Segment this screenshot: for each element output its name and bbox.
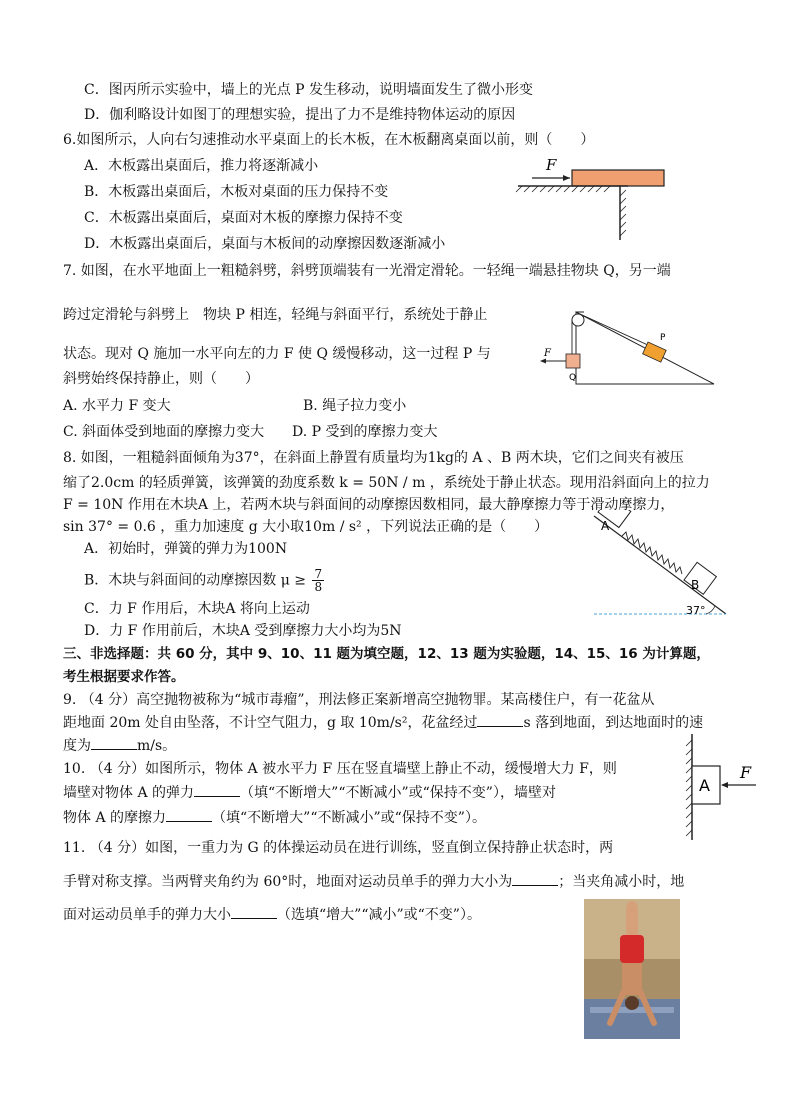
option-8a: A．初始时，弹簧的弹力为100N — [84, 541, 288, 557]
question-10-line-2 — [63, 784, 556, 802]
question-8-line-3: F = 10N 作用在木块A 上，若两木块与斜面间的动摩擦因数相同，最大静摩擦力等于滑动摩擦力， — [63, 497, 675, 513]
question-9-line-3-end: m/s。 — [137, 738, 177, 754]
block-b-label: B — [691, 578, 700, 592]
question-9-line-1: 9. （4 分）高空抛物被称为“城市毒瘤”，刑法修正案新增高空抛物罪。某高楼住户，有一花盆从 — [63, 692, 655, 708]
question-9-line-3 — [63, 737, 176, 755]
gymnast-legs — [626, 913, 638, 937]
block-q — [566, 354, 580, 368]
section-3-line-1: 三、非选择题：共 60 分，其中 9、10、11 题为填空题，12、13 题为实验题，14、15、16 为计算题， — [63, 646, 710, 662]
angle-label: 37° — [686, 604, 706, 617]
blank-q10-friction[interactable] — [166, 809, 212, 822]
option-8c: C．力 F 作用后，木块A 将向上运动 — [84, 601, 310, 617]
block-p — [643, 342, 667, 362]
option-7b: B. 绳子拉力变小 — [303, 398, 407, 414]
option-8b — [84, 568, 324, 593]
rope-incline — [580, 314, 650, 346]
question-11-line-1: 11. （4 分）如图，一重力为 G 的体操运动员在进行训练，竖直倒立保持静止状态时，两 — [63, 840, 614, 856]
force-label: F — [740, 763, 752, 782]
block-q-label: Q — [569, 373, 577, 383]
block-b — [684, 562, 716, 594]
question-9-line-2-start: 距地面 20m 处自由坠落，不计空气阻力，g 取 10m/s²，花盆经过 — [63, 715, 478, 731]
figure-q8-incline-spring — [588, 510, 730, 618]
incline-surface — [594, 516, 726, 614]
option-6d: D．木板露出桌面后，桌面与木板间的动摩擦因数逐渐减小 — [84, 236, 446, 252]
option-8d: D．力 F 作用前后，木块A 受到摩擦力大小均为5N — [84, 623, 402, 639]
fraction-7-8 — [312, 568, 324, 593]
question-11-line-3-start: 面对运动员单手的弹力大小 — [63, 907, 231, 923]
question-7-line-1: 7. 如图，在水平地面上一粗糙斜劈，斜劈顶端装有一光滑定滑轮。一轻绳一端悬挂物块 Q，另一端 — [63, 263, 671, 279]
option-5d: D．伽利略设计如图丁的理想实验，提出了力不是维持物体运动的原因 — [84, 107, 516, 123]
option-5c: C．图丙所示实验中，墙上的光点 P 发生移动，说明墙面发生了微小形变 — [84, 82, 534, 98]
force-f-arrowhead — [540, 359, 546, 364]
section-3-line-2: 考生根据要求作答。 — [63, 669, 185, 685]
block-p-label: P — [660, 333, 666, 343]
option-8b-text: B．木块与斜面间的动摩擦因数 μ ≥ — [84, 572, 307, 589]
question-10-line-2-start: 墙壁对物体 A 的弹力 — [63, 785, 195, 801]
question-9-line-3-start: 度为 — [63, 738, 91, 754]
fraction-denominator: 8 — [314, 580, 323, 594]
option-7a: A. 水平力 F 变大 — [63, 398, 171, 414]
force-arrowhead — [563, 175, 570, 181]
question-11-line-2-end: ；当夹角减小时，地 — [558, 874, 685, 890]
board — [572, 170, 664, 186]
blank-q11-force[interactable] — [512, 873, 558, 886]
blank-q10-normal-force[interactable] — [194, 784, 240, 797]
question-7-line-4: 斜劈始终保持静止，则（ ） — [63, 371, 259, 387]
gymnast-shorts — [620, 935, 644, 963]
question-7-line-2: 跨过定滑轮与斜劈上 物块 P 相连，轻绳与斜面平行，系统处于静止 — [63, 307, 488, 323]
question-9-line-2 — [63, 714, 703, 732]
option-6b: B．木板露出桌面后，木板对桌面的压力保持不变 — [84, 184, 389, 200]
question-10-line-3-start: 物体 A 的摩擦力 — [63, 810, 167, 826]
table-hatch — [516, 186, 626, 236]
question-8-line-4: sin 37° = 0.6 ，重力加速度 g 大小取10m / s² ，下列说法正确的是（ ） — [63, 519, 549, 535]
gymnast-head — [625, 996, 639, 1010]
option-6a: A．木板露出桌面后，推力将逐渐减小 — [84, 158, 319, 174]
question-7-line-3: 状态。现对 Q 施加一水平向左的力 F 使 Q 缓慢移动，这一过程 P 与 — [63, 346, 491, 362]
pulley — [572, 314, 584, 326]
question-9-line-2-end: s 落到地面，到达地面时的速 — [523, 715, 704, 731]
blank-q9-speed[interactable] — [91, 737, 137, 750]
question-8-line-2: 缩了2.0cm 的轻质弹簧，该弹簧的劲度系数 k = 50N / m ，系统处于静止状态。现用沿斜面向上的拉力 — [63, 475, 710, 491]
block-a-label: A — [601, 519, 610, 533]
force-arrowhead — [721, 782, 728, 788]
gymnast-handstand-photo — [584, 899, 680, 1039]
question-11-line-3-end: （选填“增大”“减小”或“不变”）。 — [277, 907, 481, 923]
option-6c: C．木板露出桌面后，桌面对木板的摩擦力保持不变 — [84, 210, 403, 226]
figure-q6-board-table — [510, 156, 670, 242]
option-7d: D. P 受到的摩擦力变大 — [292, 424, 438, 440]
force-f-label: F — [544, 348, 551, 359]
question-10-line-2-end: （填“不断增大”“不断减小”或“保持不变”），墙壁对 — [240, 785, 556, 801]
question-11-line-3 — [63, 906, 481, 924]
figure-q10-wall-block — [682, 732, 764, 842]
option-7c: C. 斜面体受到地面的摩擦力变大 — [63, 424, 265, 440]
question-8-line-1: 8. 如图，一粗糙斜面倾角为37°，在斜面上静置有质量均为1kg的 A 、B 两木块，它们之间夹有被压 — [63, 450, 684, 466]
block-a-label: A — [699, 776, 710, 795]
force-label: F — [546, 156, 557, 174]
question-10-line-3-end: （填“不断增大”“不断减小”或“保持不变”）。 — [212, 810, 486, 826]
question-10-line-1: 10. （4 分）如图所示，物体 A 被水平力 F 压在竖直墙壁上静止不动，缓慢增大力 F，则 — [63, 761, 617, 777]
blank-q11-change[interactable] — [231, 906, 277, 919]
question-11-line-2 — [63, 873, 684, 891]
wall-hatch — [686, 740, 692, 836]
figure-q7-incline-pulley — [538, 296, 722, 390]
blank-q9-time[interactable] — [477, 714, 523, 727]
fraction-numerator: 7 — [314, 567, 323, 581]
angle-arc — [706, 606, 715, 614]
question-10-line-3 — [63, 809, 486, 827]
question-11-line-2-start: 手臂对称支撑。当两臂夹角约为 60°时，地面对运动员单手的弹力大小为 — [63, 874, 513, 890]
question-6-stem: 6.如图所示，人向右匀速推动水平桌面上的长木板，在木板翻离桌面以前，则（ ） — [63, 132, 595, 148]
spring — [622, 532, 682, 574]
